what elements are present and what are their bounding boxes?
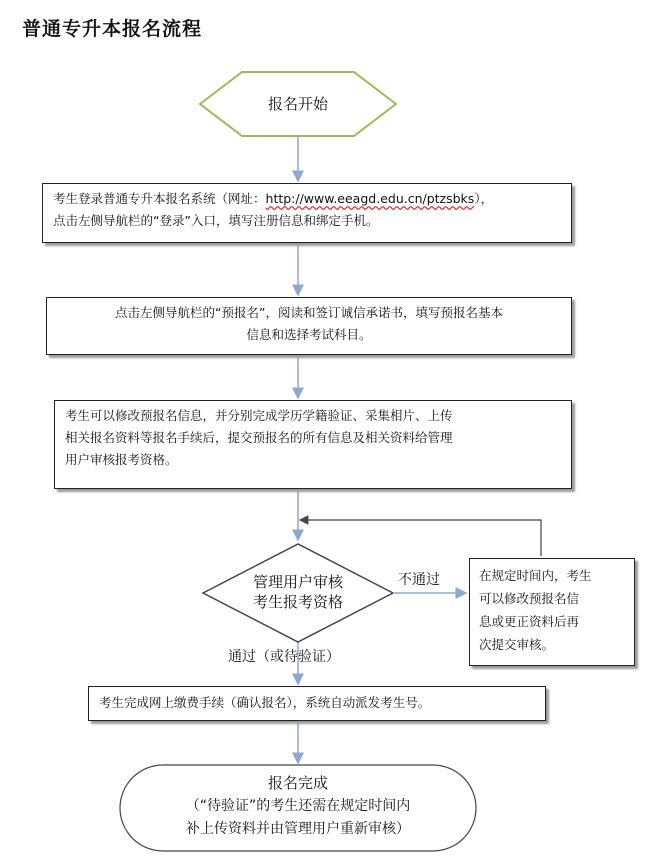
step1-login-box: [42, 183, 572, 243]
step3-line3: 用户审核报考资格。: [65, 452, 178, 467]
arrow-fail-loop-back: [300, 520, 541, 556]
fail-branch-label: 不通过: [398, 572, 440, 588]
step2-line2: 信息和选择考试科目。: [246, 327, 372, 342]
step2-line1: 点击左侧导航栏的“预报名”，阅读和签订诚信承诺书，填写预报名基本: [115, 305, 503, 320]
step2-preregister-box: [46, 297, 572, 355]
step3-line2: 相关报名资料等报名手续后，提交预报名的所有信息及相关资料给管理: [65, 430, 453, 445]
step1-line1: 考生登录普通专升本报名系统（网址：http://www.eeagd.edu.cn/ptzsbks），: [53, 191, 494, 206]
decision-node-label: 管理用户审核 考生报考资格: [252, 573, 343, 611]
step1-line2: 点击左侧导航栏的“登录”入口，填写注册信息和绑定手机。: [53, 213, 379, 228]
step3-submit-box: [54, 400, 572, 489]
registration-url-link[interactable]: http://www.eeagd.edu.cn/ptzsbks: [265, 191, 475, 206]
end-node-label: 报名完成 （“待验证”的考生还需在规定时间内 补上传资料并由管理用户重新审核）: [185, 774, 411, 837]
page-title: 普通专升本报名流程: [22, 18, 203, 40]
pass-branch-label: 通过（或待验证）: [228, 649, 340, 665]
fail-resubmit-box: 在规定时间内，考生 可以修改预报名信 息或更正资料后再 次提交审核。: [469, 558, 635, 666]
step4-payment-box: 考生完成网上缴费手续（确认报名），系统自动派发考生号。: [88, 686, 546, 721]
start-node-label: 报名开始: [267, 95, 328, 113]
step3-line1: 考生可以修改预报名信息，并分别完成学历学籍验证、采集相片、上传: [65, 408, 453, 423]
